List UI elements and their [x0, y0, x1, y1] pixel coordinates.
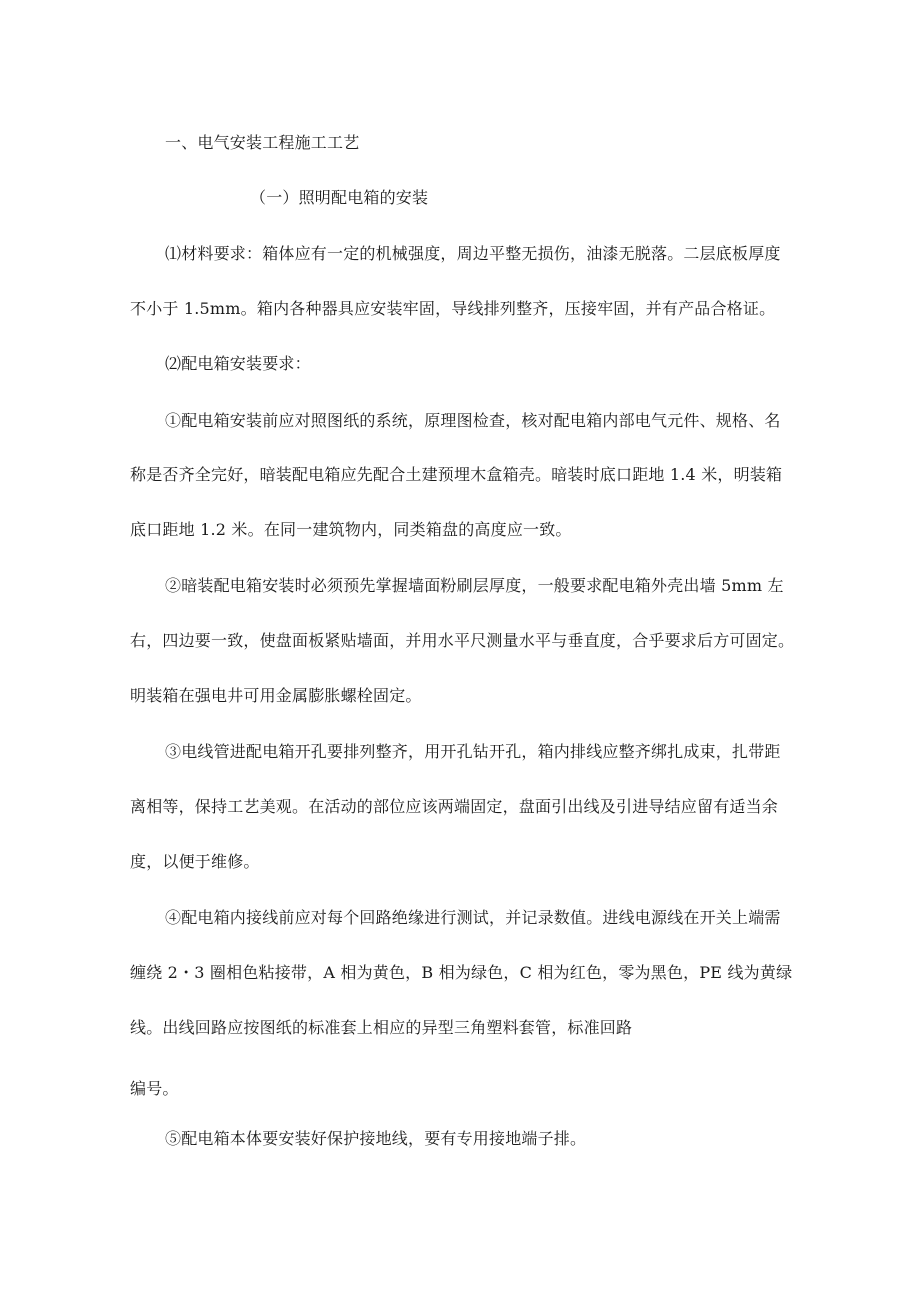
paragraph-line: ②暗装配电箱安装时必须预先掌握墙面粉刷层厚度，一般要求配电箱外壳出墙 5mm 左 — [165, 576, 784, 595]
paragraph-line: ①配电箱安装前应对照图纸的系统，原理图检查，核对配电箱内部电气元件、规格、名 — [165, 411, 781, 430]
paragraph-line: 编号。 — [130, 1079, 179, 1098]
subsection-heading: （一）照明配电箱的安装 — [250, 188, 429, 207]
paragraph-line: ⑴材料要求：箱体应有一定的机械强度，周边平整无损伤，油漆无脱落。二层底板厚度 — [165, 244, 781, 263]
paragraph-line: 称是否齐全完好，暗装配电箱应先配合土建预埋木盒箱壳。暗装时底口距地 1.4 米，明装箱 — [130, 465, 783, 484]
paragraph-line: ⑵配电箱安装要求： — [165, 354, 311, 373]
paragraph-line: 不小于 1.5mm。箱内各种器具应安装牢固，导线排列整齐，压接牢固，并有产品合格证。 — [130, 299, 776, 318]
paragraph-line: 底口距地 1.2 米。在同一建筑物内，同类箱盘的高度应一致。 — [130, 520, 572, 539]
paragraph-line: 线。出线回路应按图纸的标准套上相应的异型三角塑料套管，标准回路 — [130, 1018, 633, 1037]
paragraph-line: ④配电箱内接线前应对每个回路绝缘进行测试，并记录数值。进线电源线在开关上端需 — [165, 908, 781, 927]
paragraph-line: 离相等，保持工艺美观。在活动的部位应该两端固定，盘面引出线及引进导结应留有适当余 — [130, 797, 779, 816]
paragraph-line: 右，四边要一致，使盘面板紧贴墙面，并用水平尺测量水平与垂直度，合乎要求后方可固定。 — [130, 631, 795, 650]
section-heading: 一、电气安装工程施工工艺 — [165, 133, 360, 152]
paragraph-line: 度，以便于维修。 — [130, 852, 260, 871]
paragraph-line: 明装箱在强电井可用金属膨胀螺栓固定。 — [130, 686, 422, 705]
paragraph-line: ③电线管进配电箱开孔要排列整齐，用开孔钻开孔，箱内排线应整齐绑扎成束，扎带距 — [165, 742, 781, 761]
paragraph-line: 缠绕 2・3 圈相色粘接带，A 相为黄色，B 相为绿色，C 相为红色，零为黑色，PE 线为黄绿 — [130, 963, 793, 982]
paragraph-line: ⑤配电箱本体要安装好保护接地线，要有专用接地端子排。 — [165, 1129, 587, 1148]
